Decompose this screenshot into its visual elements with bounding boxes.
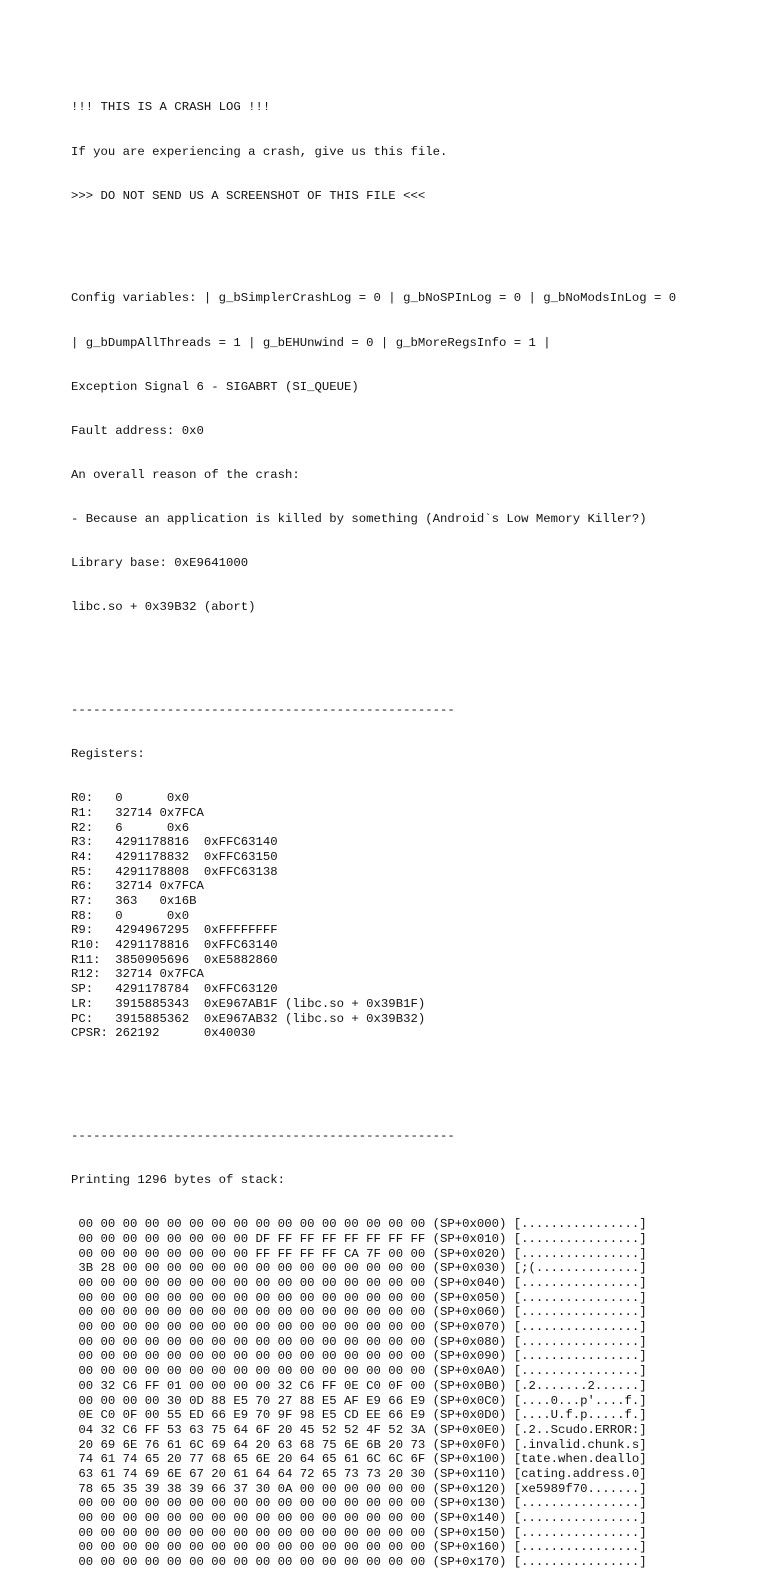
crash-reason-title: An overall reason of the crash: — [71, 467, 300, 482]
stack-row: 00 00 00 00 00 00 00 00 00 00 00 00 00 00 00 00 (SP+0x050) [................] — [71, 1290, 647, 1305]
register-row: R1: 32714 0x7FCA — [71, 805, 204, 820]
stack-row: 63 61 74 69 6E 67 20 61 64 64 72 65 73 73 20 30 (SP+0x110) [cating.address.0] — [71, 1466, 647, 1481]
register-row: R7: 363 0x16B — [71, 894, 197, 909]
stack-row: 74 61 74 65 20 77 68 65 6E 20 64 65 61 6C 6C 6F (SP+0x100) [tate.when.deallo] — [71, 1452, 647, 1467]
stack-row: 04 32 C6 FF 53 63 75 64 6F 20 45 52 52 4F 52 3A (SP+0x0E0) [.2..Scudo.ERROR:] — [71, 1422, 647, 1437]
stack-row: 00 00 00 00 00 00 00 00 00 00 00 00 00 00 00 00 (SP+0x090) [................] — [71, 1349, 647, 1364]
register-row: R6: 32714 0x7FCA — [71, 879, 204, 894]
register-row: R12: 32714 0x7FCA — [71, 967, 204, 982]
stack-row: 00 00 00 00 00 00 00 00 00 00 00 00 00 00 00 00 (SP+0x160) [................] — [71, 1540, 647, 1555]
spacer — [71, 644, 761, 659]
header-warning: !!! THIS IS A CRASH LOG !!! — [71, 100, 271, 115]
stack-row: 3B 28 00 00 00 00 00 00 00 00 00 00 00 00 00 00 (SP+0x030) [;(..............] — [71, 1261, 647, 1276]
stack-row: 20 69 6E 76 61 6C 69 64 20 63 68 75 6E 6B 20 73 (SP+0x0F0) [.invalid.chunk.s] — [71, 1437, 647, 1452]
register-row: R0: 0 0x0 — [71, 791, 190, 806]
stack-row: 00 00 00 00 00 00 00 00 00 00 00 00 00 00 00 00 (SP+0x070) [................] — [71, 1320, 647, 1335]
stack-row: 00 00 00 00 00 00 00 00 00 00 00 00 00 00 00 00 (SP+0x000) [................] — [71, 1217, 647, 1232]
stack-row: 00 00 00 00 00 00 00 00 00 00 00 00 00 00 00 00 (SP+0x130) [................] — [71, 1496, 647, 1511]
spacer — [71, 233, 761, 248]
stack-dump — [71, 1217, 761, 1570]
exception-signal: Exception Signal 6 - SIGABRT (SI_QUEUE) — [71, 379, 359, 394]
header-screenshot-warning: >>> DO NOT SEND US A SCREENSHOT OF THIS FILE <<< — [71, 188, 426, 203]
stack-row: 00 00 00 00 00 00 00 00 00 00 00 00 00 00 00 00 (SP+0x140) [................] — [71, 1511, 647, 1526]
stack-row: 00 00 00 00 30 0D 88 E5 70 27 88 E5 AF E9 66 E9 (SP+0x0C0) [....0...p'....f.] — [71, 1393, 647, 1408]
stack-row: 00 00 00 00 00 00 00 00 00 00 00 00 00 00 00 00 (SP+0x080) [................] — [71, 1334, 647, 1349]
register-row: R9: 4294967295 0xFFFFFFFF — [71, 923, 278, 938]
crash-location: libc.so + 0x39B32 (abort) — [71, 600, 256, 615]
stack-row: 00 32 C6 FF 01 00 00 00 00 32 C6 FF 0E C0 0F 00 (SP+0x0B0) [.2.......2......] — [71, 1378, 647, 1393]
stack-row: 0E C0 0F 00 55 ED 66 E9 70 9F 98 E5 CD EE 66 E9 (SP+0x0D0) [....U.f.p.....f.] — [71, 1408, 647, 1423]
crash-log-document — [71, 71, 761, 1585]
register-row: R10: 4291178816 0xFFC63140 — [71, 938, 278, 953]
section-divider: ---------------------------------------------------- — [71, 1129, 455, 1144]
register-row: LR: 3915885343 0xE967AB1F (libc.so + 0x39B1F) — [71, 996, 426, 1011]
stack-row: 00 00 00 00 00 00 00 00 00 00 00 00 00 00 00 00 (SP+0x170) [................] — [71, 1555, 647, 1570]
register-row: CPSR: 262192 0x40030 — [71, 1026, 256, 1041]
config-variables-line-2: | g_bDumpAllThreads = 1 | g_bEHUnwind = 0 | g_bMoreRegsInfo = 1 | — [71, 335, 551, 350]
register-row: R11: 3850905696 0xE5882860 — [71, 952, 278, 967]
header-instruction: If you are experiencing a crash, give us this file. — [71, 144, 448, 159]
registers-title: Registers: — [71, 747, 145, 762]
spacer — [71, 1070, 761, 1085]
stack-title: Printing 1296 bytes of stack: — [71, 1173, 286, 1188]
stack-row: 00 00 00 00 00 00 00 00 00 00 00 00 00 00 00 00 (SP+0x0A0) [................] — [71, 1364, 647, 1379]
crash-reason: - Because an application is killed by something (Android`s Low Memory Killer?) — [71, 511, 647, 526]
stack-row: 00 00 00 00 00 00 00 00 DF FF FF FF FF FF FF FF (SP+0x010) [................] — [71, 1231, 647, 1246]
stack-row: 00 00 00 00 00 00 00 00 00 00 00 00 00 00 00 00 (SP+0x040) [................] — [71, 1276, 647, 1291]
stack-row: 78 65 35 39 38 39 66 37 30 0A 00 00 00 00 00 00 (SP+0x120) [xe5989f70.......] — [71, 1481, 647, 1496]
register-row: R2: 6 0x6 — [71, 820, 190, 835]
library-base: Library base: 0xE9641000 — [71, 556, 249, 571]
register-row: R4: 4291178832 0xFFC63150 — [71, 849, 278, 864]
register-row: PC: 3915885362 0xE967AB32 (libc.so + 0x39B32) — [71, 1011, 426, 1026]
stack-row: 00 00 00 00 00 00 00 00 00 00 00 00 00 00 00 00 (SP+0x060) [................] — [71, 1305, 647, 1320]
register-row: R3: 4291178816 0xFFC63140 — [71, 835, 278, 850]
fault-address: Fault address: 0x0 — [71, 423, 204, 438]
stack-row: 00 00 00 00 00 00 00 00 00 00 00 00 00 00 00 00 (SP+0x150) [................] — [71, 1525, 647, 1540]
register-row: R8: 0 0x0 — [71, 908, 190, 923]
registers-list — [71, 791, 761, 1041]
config-variables-line-1: Config variables: | g_bSimplerCrashLog = 0 | g_bNoSPInLog = 0 | g_bNoModsInLog = 0 — [71, 291, 677, 306]
register-row: SP: 4291178784 0xFFC63120 — [71, 982, 278, 997]
stack-row: 00 00 00 00 00 00 00 00 FF FF FF FF CA 7F 00 00 (SP+0x020) [................] — [71, 1246, 647, 1261]
register-row: R5: 4291178808 0xFFC63138 — [71, 864, 278, 879]
section-divider: ---------------------------------------------------- — [71, 703, 455, 718]
